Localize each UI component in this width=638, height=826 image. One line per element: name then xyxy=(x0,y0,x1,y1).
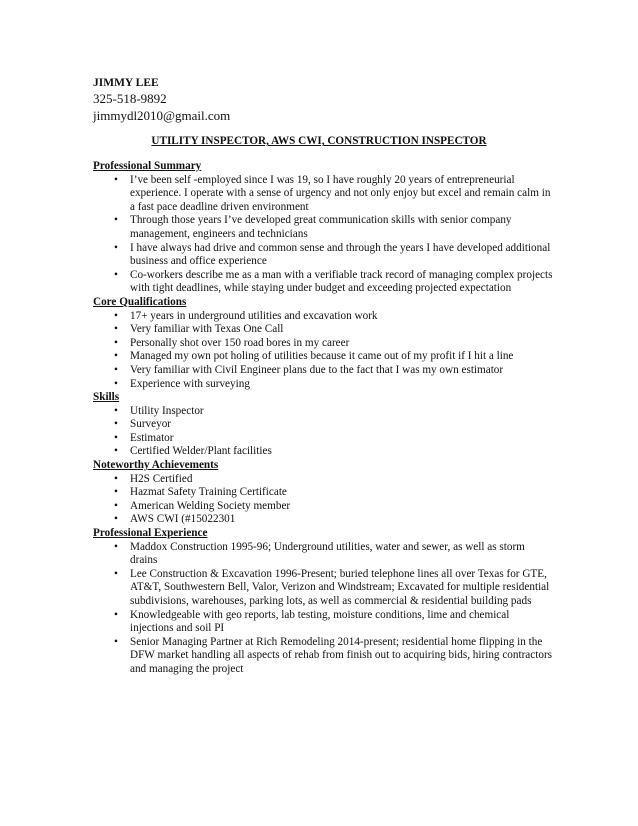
section-heading-summary: Professional Summary xyxy=(93,160,202,172)
list-item: • Utility Inspector xyxy=(93,405,553,419)
qualifications-list xyxy=(93,310,553,392)
list-item: • Through those years I’ve developed great communication skills with senior company management, engineers and technicians xyxy=(93,214,553,241)
list-item: • Experience with surveying xyxy=(93,378,553,392)
list-item: • Estimator xyxy=(93,432,553,446)
section-heading-qualifications: Core Qualifications xyxy=(93,295,187,308)
list-item: • Knowledgeable with geo reports, lab testing, moisture conditions, lime and chemical injections and soil PI xyxy=(93,609,553,636)
list-item: • American Welding Society member xyxy=(93,500,553,514)
list-item: • Personally shot over 150 road bores in my career xyxy=(93,337,553,351)
list-item: • AWS CWI (#15022301 xyxy=(93,513,553,527)
resume-body xyxy=(93,160,553,677)
list-item: • Very familiar with Texas One Call xyxy=(93,323,553,337)
list-item: • Maddox Construction 1995-96; Underground utilities, water and sewer, as well as storm drains xyxy=(93,541,553,568)
candidate-name: JIMMY LEE xyxy=(93,77,159,89)
list-item: • 17+ years in underground utilities and excavation work xyxy=(93,310,553,324)
achievements-list xyxy=(93,473,553,527)
job-title: UTILITY INSPECTOR, AWS CWI, CONSTRUCTION INSPECTOR xyxy=(151,135,487,147)
section-heading-skills: Skills xyxy=(93,391,120,404)
list-item: • Co-workers describe me as a man with a verifiable track record of managing complex projects with tight deadlines, while staying under budget and exceeding projected expectation xyxy=(93,269,553,296)
list-item: • Surveyor xyxy=(93,418,553,432)
list-item: • Certified Welder/Plant facilities xyxy=(93,445,553,459)
email-address: jimmydl2010@gmail.com xyxy=(93,108,231,123)
list-item: • Managed my own pot holing of utilities because it came out of my profit if I hit a line xyxy=(93,350,553,364)
list-item: • I’ve been self -employed since I was 19, so I have roughly 20 years of entrepreneurial experience. I operate with a sense of urgency and not only enjoy but excel and remain calm in a fast pace deadline driven environment xyxy=(93,174,553,215)
list-item: • Lee Construction & Excavation 1996-Present; buried telephone lines all over Texas for GTE, AT&T, Southwestern Bell, Valor, Verizon and Windstream; Excavated for multiple residential subdivisions, warehouses, parking lots, as well as commercial & residential building pads xyxy=(93,568,553,609)
list-item: • I have always had drive and common sense and through the years I have developed additional business and office experience xyxy=(93,242,553,269)
resume-header xyxy=(93,76,230,124)
phone-number: 325-518-9892 xyxy=(93,91,167,106)
list-item: • H2S Certified xyxy=(93,473,553,487)
list-item: • Very familiar with Civil Engineer plans due to the fact that I was my own estimator xyxy=(93,364,553,378)
list-item: • Senior Managing Partner at Rich Remodeling 2014-present; residential home flipping in the DFW market handling all aspects of rehab from finish out to acquiring bids, hiring contractors and managing the project xyxy=(93,636,553,677)
experience-list xyxy=(93,541,553,677)
skills-list xyxy=(93,405,553,459)
section-heading-experience: Professional Experience xyxy=(93,527,208,540)
summary-list xyxy=(93,174,553,296)
section-heading-achievements: Noteworthy Achievements xyxy=(93,459,219,472)
list-item: • Hazmat Safety Training Certificate xyxy=(93,486,553,500)
